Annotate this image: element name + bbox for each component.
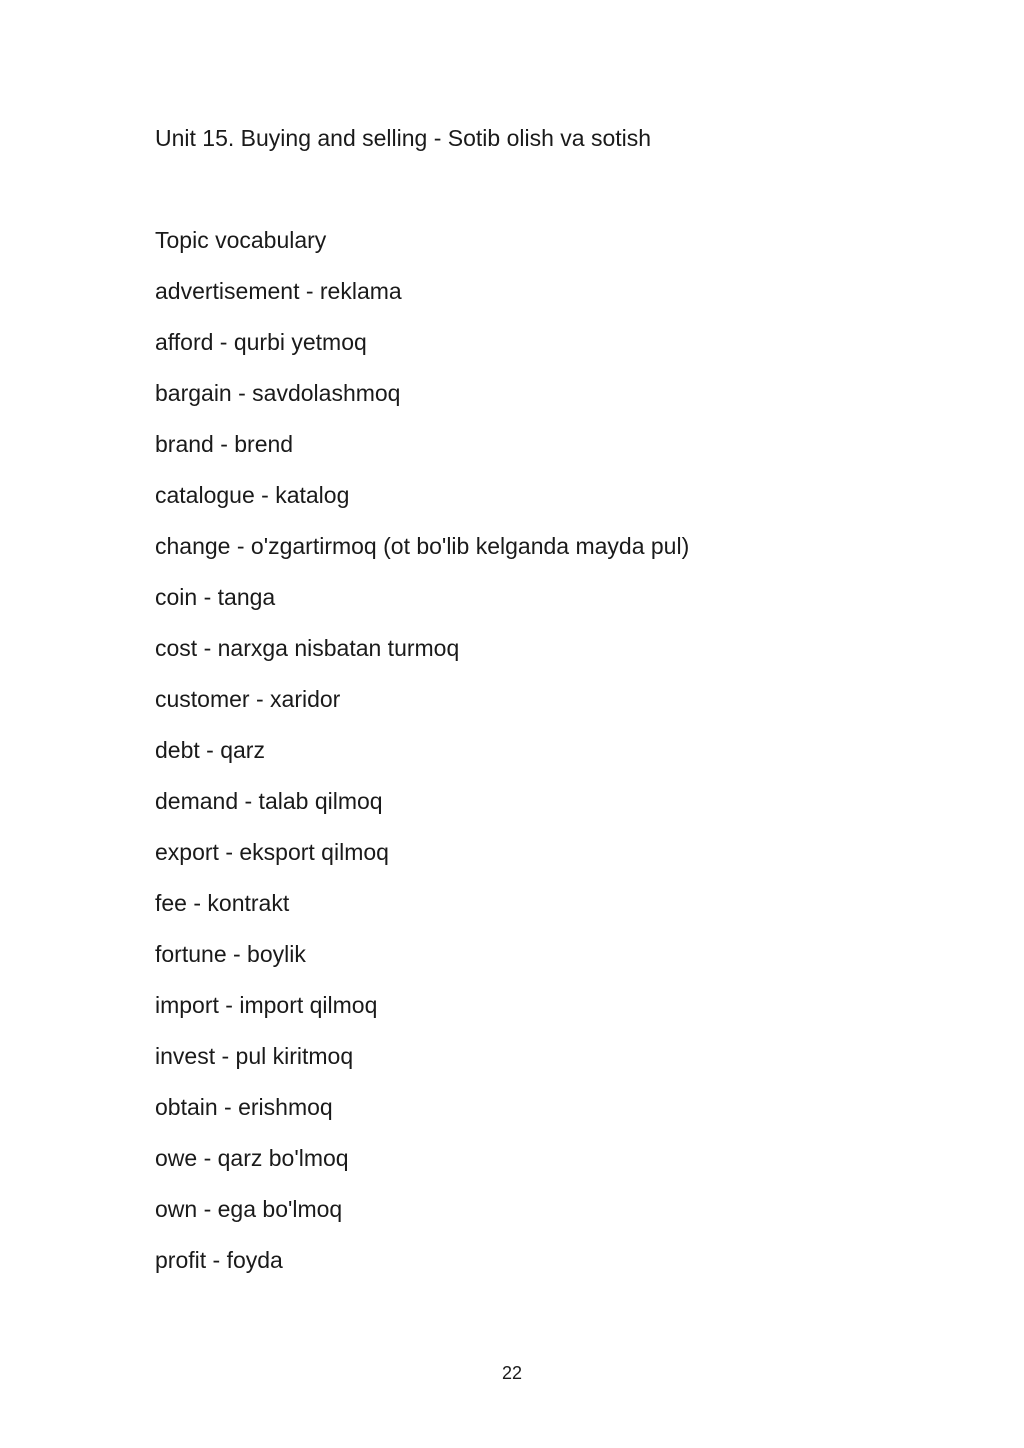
vocabulary-item: cost - narxga nisbatan turmoq [155,635,460,661]
page-number: 22 [501,1363,523,1383]
vocabulary-item: brand - brend [155,431,294,457]
vocabulary-item: fee - kontrakt [155,890,290,916]
vocabulary-item: change - o'zgartirmoq (ot bo'lib kelganda mayda pul) [155,533,690,559]
vocabulary-item: import - import qilmoq [155,992,378,1018]
vocabulary-item: obtain - erishmoq [155,1094,333,1120]
vocabulary-item: bargain - savdolashmoq [155,380,401,406]
vocabulary-item: export - eksport qilmoq [155,839,389,865]
vocabulary-item: debt - qarz [155,737,265,763]
vocabulary-item: profit - foyda [155,1247,283,1273]
section-heading: Topic vocabulary [155,227,327,253]
vocabulary-item: invest - pul kiritmoq [155,1043,354,1069]
vocabulary-item: customer - xaridor [155,686,341,712]
vocabulary-item: fortune - boylik [155,941,306,967]
vocabulary-item: owe - qarz bo'lmoq [155,1145,349,1171]
unit-title: Unit 15. Buying and selling - Sotib olish va sotish [155,125,652,151]
vocabulary-item: coin - tanga [155,584,276,610]
vocabulary-item: own - ega bo'lmoq [155,1196,343,1222]
vocabulary-item: demand - talab qilmoq [155,788,383,814]
vocabulary-list [155,277,689,1297]
vocabulary-item: catalogue - katalog [155,482,350,508]
vocabulary-item: advertisement - reklama [155,278,402,304]
vocabulary-item: afford - qurbi yetmoq [155,329,367,355]
